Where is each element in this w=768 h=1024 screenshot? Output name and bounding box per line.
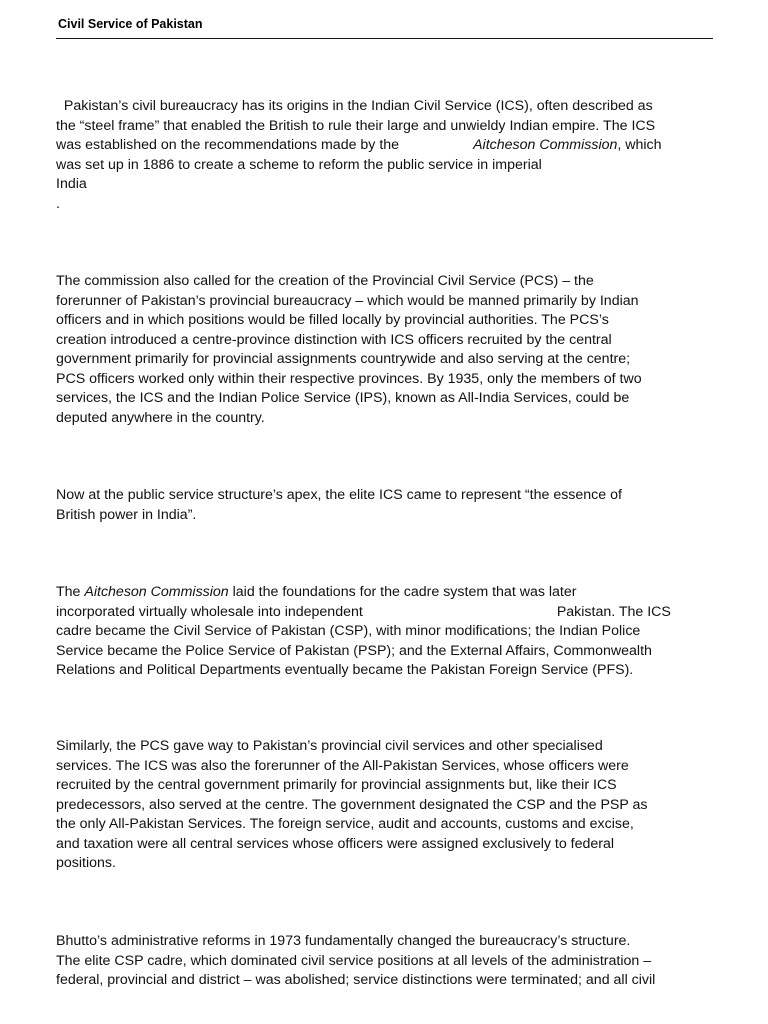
text-line: officers and in which positions would be filled locally by provincial authorities. The PCS’s — [56, 312, 609, 328]
text-line — [56, 603, 716, 623]
text-line: predecessors, also served at the centre. The government designated the CSP and the PSP as — [56, 796, 648, 813]
text-line: Similarly, the PCS gave way to Pakistan’s provincial civil services and other specialised — [56, 738, 603, 754]
text-line: Pakistan’s civil bureaucracy has its origins in the Indian Civil Service (ICS), often described as — [56, 98, 653, 114]
paragraph-pcs — [56, 272, 716, 428]
text-line: PCS officers worked only within their respective provinces. By 1935, only the members of two — [56, 370, 642, 387]
text-line: government primarily for provincial assignments countrywide and also serving at the centre; — [56, 351, 631, 367]
text-line: . — [56, 195, 60, 212]
text-line: and taxation were all central services whose officers were assigned exclusively to federal — [56, 835, 615, 852]
text-line — [56, 136, 716, 156]
text-line: was set up in 1886 to create a scheme to reform the public service in imperial — [56, 156, 542, 173]
text-line: the only All-Pakistan Services. The foreign service, audit and accounts, customs and excise, — [56, 816, 634, 832]
text-line: federal, provincial and district – was abolished; service distinctions were terminated; and all civil — [56, 972, 656, 988]
italic-text: Aitcheson Commission — [84, 584, 229, 600]
text-line: Relations and Political Departments eventually became the Pakistan Foreign Service (PFS). — [56, 662, 634, 678]
text-segment: laid the foundations for the cadre system that was later — [228, 584, 577, 600]
paragraph-apex — [56, 486, 716, 525]
text-line: cadre became the Civil Service of Pakistan (CSP), with minor modifications; the Indian Police — [56, 623, 641, 639]
text-line: positions. — [56, 855, 116, 871]
text-segment: , which — [617, 137, 662, 153]
text-line: services. The ICS was also the forerunner of the All-Pakistan Services, whose officers were — [56, 757, 629, 774]
italic-text: Aitcheson Commission — [473, 137, 618, 153]
text-line: Now at the public service structure’s apex, the elite ICS came to represent “the essence of — [56, 487, 622, 503]
text-line: Bhutto’s administrative reforms in 1973 fundamentally changed the bureaucracy’s structure. — [56, 933, 631, 949]
text-line: India — [56, 176, 87, 192]
text-line: deputed anywhere in the country. — [56, 409, 265, 426]
page-header — [56, 16, 713, 39]
text-segment: was established on the recommendations made by the — [56, 137, 400, 153]
text-line: The elite CSP cadre, which dominated civil service positions at all levels of the administration – — [56, 952, 652, 969]
paragraph-bhutto-reforms — [56, 932, 716, 991]
text-line: the “steel frame” that enabled the British to rule their large and unwieldy Indian empire. The ICS — [56, 117, 656, 134]
paragraph-origins — [56, 97, 716, 214]
text-line: Service became the Police Service of Pakistan (PSP); and the External Affairs, Commonwealth — [56, 642, 652, 659]
text-segment: Pakistan. The ICS — [556, 603, 671, 620]
page-title: Civil Service of Pakistan — [58, 17, 203, 31]
text-line: The commission also called for the creation of the Provincial Civil Service (PCS) – the — [56, 273, 594, 289]
text-segment: The — [56, 584, 85, 600]
text-segment: incorporated virtually wholesale into independent — [56, 603, 363, 620]
paragraph-cadre — [56, 583, 716, 681]
text-line: British power in India”. — [56, 506, 197, 523]
text-line — [56, 583, 716, 603]
text-line: forerunner of Pakistan’s provincial bureaucracy – which would be manned primarily by Indian — [56, 292, 639, 309]
text-line: creation introduced a centre-province distinction with ICS officers recruited by the central — [56, 331, 612, 348]
text-line: recruited by the central government primarily for provincial assignments but, like their ICS — [56, 777, 617, 793]
paragraph-all-pakistan-services — [56, 737, 716, 874]
text-line: services, the ICS and the Indian Police Service (IPS), known as All-India Services, could be — [56, 390, 630, 406]
